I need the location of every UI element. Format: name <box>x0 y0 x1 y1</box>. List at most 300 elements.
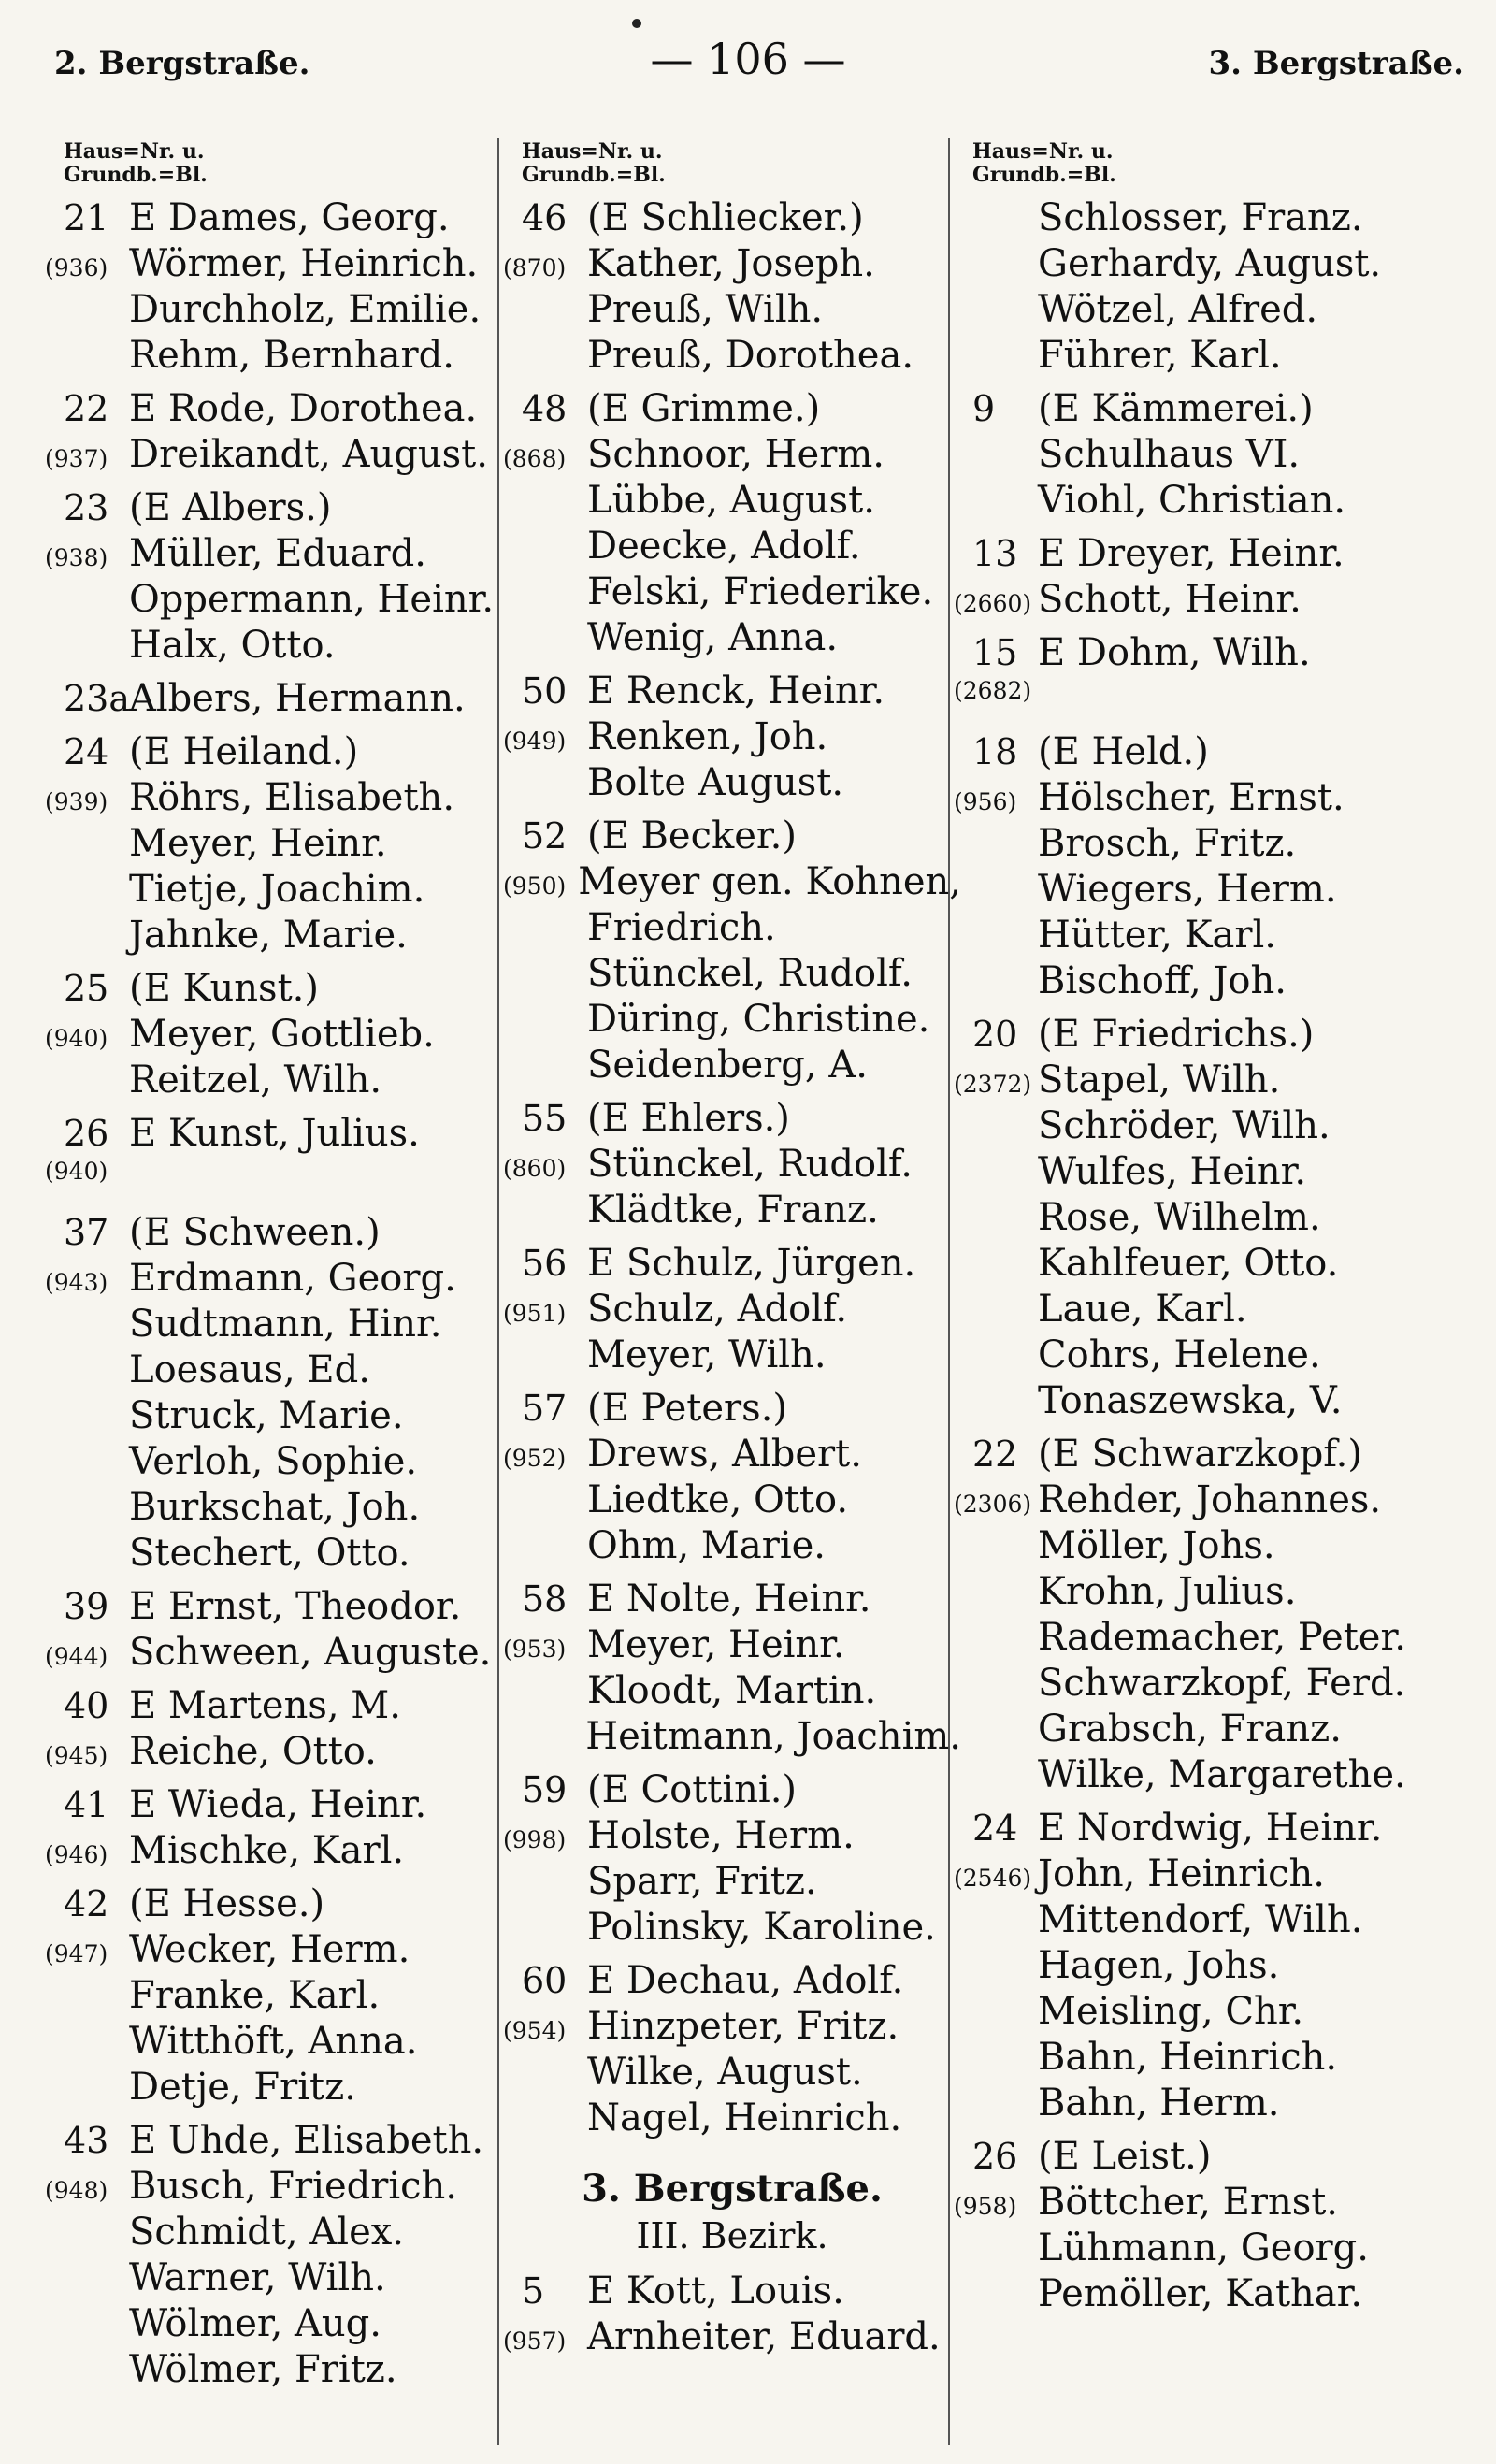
resident-name: Deecke, Adolf. <box>587 525 861 568</box>
house-entry <box>45 1585 512 1677</box>
entry-line <box>45 1585 512 1631</box>
resident-name: (E Schween.) <box>129 1211 381 1254</box>
house-entry <box>954 730 1440 1005</box>
resident-name: E Ernst, Theodor. <box>129 1585 462 1628</box>
house-number: 22 <box>972 1434 1018 1475</box>
resident-name: (E Held.) <box>1038 730 1209 773</box>
print-mark <box>632 19 641 28</box>
house-number: 46 <box>522 197 568 238</box>
house-number: 37 <box>64 1212 109 1253</box>
entry-line <box>954 1059 1440 1104</box>
resident-name: Holste, Herm. <box>587 1814 855 1857</box>
house-entry <box>45 1112 512 1203</box>
house-number: 15 <box>972 632 1018 673</box>
entry-line <box>503 670 961 715</box>
resident-name: Jahnke, Marie. <box>129 914 408 957</box>
entry-line <box>45 624 512 670</box>
resident-name: Kahlfeuer, Otto. <box>1038 1242 1339 1285</box>
entry-line <box>503 952 961 998</box>
resident-name: E Nolte, Heinr. <box>587 1578 871 1621</box>
house-entry <box>503 1387 961 1570</box>
entry-line <box>954 2036 1440 2082</box>
page-number: — 106 — <box>650 34 846 84</box>
entry-line <box>954 1478 1440 1524</box>
entry-line <box>503 1478 961 1524</box>
house-number: 40 <box>64 1685 109 1726</box>
entry-line <box>45 1059 512 1104</box>
entry-line <box>503 387 961 433</box>
grundbuch-number: (2682) <box>954 677 1032 704</box>
resident-name: Rehm, Bernhard. <box>129 334 454 377</box>
resident-name: Nagel, Heinrich. <box>587 2097 902 2140</box>
resident-name: Meyer, Gottlieb. <box>129 1013 435 1056</box>
entry-line <box>45 1974 512 2020</box>
resident-name: Brosch, Fritz. <box>1038 822 1297 865</box>
entry-line <box>503 1669 961 1715</box>
entry-line <box>45 1013 512 1059</box>
house-entry <box>45 486 512 670</box>
grundbuch-number: (2660) <box>954 590 1032 617</box>
resident-name: Schwarzkopf, Ferd. <box>1038 1662 1406 1705</box>
house-number: 50 <box>522 670 568 712</box>
entry-line <box>45 1211 512 1257</box>
entry-line <box>954 730 1440 776</box>
entry-line <box>45 822 512 868</box>
house-number: 26 <box>64 1113 109 1154</box>
entry-line <box>503 1044 961 1089</box>
entry-line <box>503 288 961 334</box>
entry-line <box>45 1303 512 1348</box>
resident-name: Rademacher, Peter. <box>1038 1616 1406 1659</box>
resident-name: Wecker, Herm. <box>129 1928 410 1971</box>
entry-line <box>45 2066 512 2111</box>
house-number: 13 <box>972 533 1018 574</box>
resident-name: Pemöller, Kathar. <box>1038 2272 1363 2315</box>
entry-line <box>45 1928 512 1974</box>
grundbuch-number: (949) <box>503 728 567 755</box>
entry-line <box>45 1394 512 1440</box>
house-number: 22 <box>64 388 109 429</box>
entry-line <box>954 1990 1440 2036</box>
resident-name: Stünckel, Rudolf. <box>587 1143 913 1186</box>
resident-name: Wilke, Margarethe. <box>1038 1753 1406 1796</box>
entry-line <box>503 1433 961 1478</box>
resident-name: Rose, Wilhelm. <box>1038 1196 1321 1239</box>
resident-name: Burkschat, Joh. <box>129 1486 421 1529</box>
column-caption: Haus=Nr. u. Grundb.=Bl. <box>972 139 1116 187</box>
section-title: 3. Bergstraße. <box>582 2167 883 2211</box>
house-number: 57 <box>522 1388 568 1429</box>
resident-name: Hölscher, Ernst. <box>1038 776 1345 819</box>
resident-name: (E Heiland.) <box>129 730 359 773</box>
house-entry <box>503 196 961 380</box>
resident-name: Lühmann, Georg. <box>1038 2226 1369 2269</box>
resident-name: Viohl, Christian. <box>1038 479 1346 522</box>
house-entry <box>503 1578 961 1761</box>
entry-line <box>503 433 961 479</box>
resident-name: Dreikandt, August. <box>129 433 488 476</box>
resident-name: Meyer gen. Kohnen, <box>578 860 961 903</box>
entry-line <box>45 433 512 479</box>
house-number: 56 <box>522 1243 568 1284</box>
house-entry <box>503 1959 961 2142</box>
resident-name: Schween, Auguste. <box>129 1631 492 1674</box>
entry-line <box>503 1959 961 2005</box>
entry-line <box>45 776 512 822</box>
entry-line <box>45 1532 512 1578</box>
resident-name: Reitzel, Wilh. <box>129 1059 382 1102</box>
resident-name: Verloh, Sophie. <box>129 1440 418 1483</box>
house-entry <box>954 532 1440 624</box>
grundbuch-number: (953) <box>503 1635 567 1663</box>
column-caption: Haus=Nr. u. Grundb.=Bl. <box>64 139 208 187</box>
grundbuch-number: (950) <box>503 872 567 900</box>
resident-name: Mischke, Karl. <box>129 1829 405 1872</box>
entry-line <box>45 334 512 380</box>
entry-line <box>45 730 512 776</box>
house-number: 26 <box>972 2136 1018 2177</box>
resident-name: Böttcher, Ernst. <box>1038 2181 1339 2224</box>
entry-line <box>45 578 512 624</box>
house-number: 24 <box>64 731 109 772</box>
house-number: 43 <box>64 2120 109 2161</box>
entry-line <box>45 967 512 1013</box>
entry-line <box>503 1768 961 1814</box>
resident-name: Schulhaus VI. <box>1038 433 1301 476</box>
entry-line <box>503 1242 961 1288</box>
entry-line <box>954 1524 1440 1570</box>
grundbuch-number: (956) <box>954 788 1017 815</box>
grundbuch-number: (951) <box>503 1300 567 1327</box>
entry-line <box>503 1524 961 1570</box>
resident-name: Franke, Karl. <box>129 1974 381 2017</box>
resident-name: Liedtke, Otto. <box>587 1478 849 1521</box>
house-entry <box>45 196 512 380</box>
resident-name: Seidenberg, A. <box>587 1044 868 1087</box>
resident-name: Wölmer, Fritz. <box>129 2348 397 2391</box>
resident-name: Schnoor, Herm. <box>587 433 885 476</box>
grundbuch-number: (938) <box>45 544 108 571</box>
entry-line <box>503 906 961 952</box>
entry-line <box>45 868 512 914</box>
entry-line <box>954 578 1440 624</box>
entry-line <box>503 814 961 860</box>
entry-line <box>45 196 512 242</box>
house-entry <box>45 1783 512 1875</box>
resident-name: Rehder, Johannes. <box>1038 1478 1382 1521</box>
entry-line <box>954 1104 1440 1150</box>
resident-name: Möller, Johs. <box>1038 1524 1275 1567</box>
house-number: 58 <box>522 1578 568 1620</box>
column-3 <box>954 137 1440 2326</box>
resident-name: Wenig, Anna. <box>587 616 839 659</box>
resident-name: E Renck, Heinr. <box>587 670 885 713</box>
resident-name: Drews, Albert. <box>587 1433 862 1476</box>
resident-name: Wulfes, Heinr. <box>1038 1150 1307 1193</box>
house-entry <box>45 1882 512 2111</box>
entry-line <box>954 1570 1440 1616</box>
entry-line <box>954 433 1440 479</box>
resident-name: Sudtmann, Hinr. <box>129 1303 442 1346</box>
resident-name: Tietje, Joachim. <box>129 868 425 911</box>
entry-line <box>45 288 512 334</box>
house-number: 42 <box>64 1883 109 1924</box>
resident-name: (E Schliecker.) <box>587 196 864 239</box>
grundbuch-number: (940) <box>45 1158 108 1185</box>
entry-line <box>45 2020 512 2066</box>
resident-name: Wiegers, Herm. <box>1038 868 1337 911</box>
entry-line <box>503 2051 961 2097</box>
entry-line <box>45 1829 512 1875</box>
house-entry <box>503 387 961 662</box>
resident-name: E Nordwig, Heinr. <box>1038 1807 1383 1850</box>
entry-line <box>45 1684 512 1730</box>
entry-line <box>954 1333 1440 1379</box>
entry-line <box>954 2272 1440 2318</box>
resident-name: Warner, Wilh. <box>129 2256 386 2299</box>
resident-name: Preuß, Wilh. <box>587 288 824 331</box>
house-entry <box>954 631 1440 723</box>
grundbuch-number: (2306) <box>954 1491 1032 1518</box>
entry-line <box>954 1944 1440 1990</box>
entry-line <box>45 2348 512 2394</box>
entry-line <box>45 242 512 288</box>
entry-line <box>503 2269 961 2315</box>
resident-name: E Dames, Georg. <box>129 196 450 239</box>
grundbuch-number: (998) <box>503 1826 567 1853</box>
entry-line <box>954 1242 1440 1288</box>
resident-name: Klädtke, Franz. <box>587 1189 879 1232</box>
entry-line <box>954 479 1440 525</box>
resident-name: (E Kunst.) <box>129 967 319 1010</box>
entry-line <box>954 196 1440 242</box>
grundbuch-number: (957) <box>503 2327 567 2355</box>
resident-name: (E Hesse.) <box>129 1882 325 1925</box>
house-number: 23a <box>64 678 131 719</box>
entry-line <box>45 2165 512 2211</box>
house-number: 20 <box>972 1014 1018 1055</box>
resident-name: (E Grimme.) <box>587 387 821 430</box>
entry-line <box>503 1578 961 1623</box>
resident-name: E Schulz, Jürgen. <box>587 1242 916 1285</box>
resident-name: Hütter, Karl. <box>1038 914 1276 957</box>
entry-line <box>954 1288 1440 1333</box>
resident-name: Heitmann, Joachim. <box>585 1715 961 1758</box>
resident-name: E Wieda, Heinr. <box>129 1783 427 1826</box>
house-entry <box>45 2119 512 2394</box>
entry-line <box>954 1852 1440 1898</box>
resident-name: John, Heinrich. <box>1038 1852 1325 1895</box>
entry-line <box>954 334 1440 380</box>
house-entry <box>954 1807 1440 2127</box>
resident-name: Schulz, Adolf. <box>587 1288 848 1331</box>
entry-line <box>503 1623 961 1669</box>
entry-line <box>45 1783 512 1829</box>
house-entry <box>954 1013 1440 1425</box>
entry-line <box>503 196 961 242</box>
entry-line <box>954 1150 1440 1196</box>
entry-line <box>954 2181 1440 2226</box>
grundbuch-number: (868) <box>503 445 567 472</box>
resident-name: Schlosser, Franz. <box>1038 196 1363 239</box>
house-entry <box>503 1768 961 1952</box>
grundbuch-number: (937) <box>45 445 108 472</box>
house-entry <box>45 730 512 959</box>
resident-name: Halx, Otto. <box>129 624 336 667</box>
entry-line <box>45 2211 512 2256</box>
entry-line <box>954 288 1440 334</box>
resident-name: Meyer, Heinr. <box>587 1623 845 1666</box>
house-entry <box>503 670 961 807</box>
entry-line <box>954 1013 1440 1059</box>
house-number: 25 <box>64 968 109 1009</box>
entry-line <box>45 2119 512 2165</box>
resident-name: E Uhde, Elisabeth. <box>129 2119 484 2162</box>
resident-name: Stechert, Otto. <box>129 1532 410 1575</box>
entry-line <box>954 822 1440 868</box>
resident-name: Arnheiter, Eduard. <box>587 2315 941 2358</box>
resident-name: Meisling, Chr. <box>1038 1990 1304 2033</box>
resident-name: Struck, Marie. <box>129 1394 404 1437</box>
entry-line <box>45 1730 512 1776</box>
resident-name: Meyer, Heinr. <box>129 822 387 865</box>
resident-name: Durchholz, Emilie. <box>129 288 482 331</box>
resident-name: E Dohm, Wilh. <box>1038 631 1311 674</box>
resident-name: E Dreyer, Heinr. <box>1038 532 1345 575</box>
resident-name: Wötzel, Alfred. <box>1038 288 1318 331</box>
resident-name: Loesaus, Ed. <box>129 1348 370 1391</box>
entry-line <box>503 715 961 761</box>
entry-line <box>503 761 961 807</box>
grundbuch-number: (870) <box>503 254 567 281</box>
house-entry <box>503 1242 961 1379</box>
house-entry <box>503 814 961 1089</box>
entry-line <box>503 2315 961 2361</box>
house-number: 60 <box>522 1960 568 2001</box>
entry-line <box>954 1898 1440 1944</box>
grundbuch-number: (958) <box>954 2193 1017 2220</box>
resident-name: Stapel, Wilh. <box>1038 1059 1281 1102</box>
entry-line <box>954 1807 1440 1852</box>
grundbuch-number: (948) <box>45 2177 108 2204</box>
entry-line <box>954 1616 1440 1662</box>
entry-line <box>954 1196 1440 1242</box>
entry-line <box>503 242 961 288</box>
house-number: 52 <box>522 815 568 857</box>
entry-line <box>954 914 1440 959</box>
resident-name: E Rode, Dorothea. <box>129 387 478 430</box>
entry-line <box>954 1662 1440 1708</box>
resident-name: Witthöft, Anna. <box>129 2020 418 2063</box>
resident-name: Albers, Hermann. <box>129 677 466 720</box>
resident-name: Schmidt, Alex. <box>129 2211 405 2254</box>
section-district: III. Bezirk. <box>636 2215 828 2256</box>
resident-name: E Martens, M. <box>129 1684 401 1727</box>
house-entry <box>954 196 1440 380</box>
resident-name: Wilke, August. <box>587 2051 863 2094</box>
entry-line <box>503 1143 961 1189</box>
house-number: 9 <box>972 388 996 429</box>
entry-line <box>503 570 961 616</box>
resident-name: Renken, Joh. <box>587 715 828 758</box>
resident-name: Schröder, Wilh. <box>1038 1104 1331 1147</box>
house-entry <box>45 1211 512 1578</box>
resident-name: (E Leist.) <box>1038 2135 1212 2178</box>
entry-line <box>954 959 1440 1005</box>
entry-line <box>954 2135 1440 2181</box>
entry-line <box>45 387 512 433</box>
entry-line <box>45 1348 512 1394</box>
resident-name: Busch, Friedrich. <box>129 2165 458 2208</box>
resident-name: Krohn, Julius. <box>1038 1570 1297 1613</box>
entry-line <box>45 1112 512 1158</box>
entry-line <box>503 2005 961 2051</box>
house-entry <box>954 2135 1440 2318</box>
resident-name: Düring, Christine. <box>587 998 930 1041</box>
resident-name: Stünckel, Rudolf. <box>587 952 913 995</box>
entry-line <box>45 1440 512 1486</box>
resident-name: Röhrs, Elisabeth. <box>129 776 455 819</box>
resident-name: E Kott, Louis. <box>587 2269 844 2313</box>
house-number: 5 <box>522 2270 545 2312</box>
resident-name: Laue, Karl. <box>1038 1288 1247 1331</box>
entry-line <box>503 1333 961 1379</box>
house-number: 39 <box>64 1586 109 1627</box>
house-entry <box>954 1433 1440 1799</box>
column-caption: Haus=Nr. u. Grundb.=Bl. <box>522 139 666 187</box>
house-entry <box>45 677 512 723</box>
resident-name: (E Cottini.) <box>587 1768 798 1811</box>
grundbuch-number: (939) <box>45 788 108 815</box>
resident-name: Führer, Karl. <box>1038 334 1282 377</box>
entry-line <box>954 776 1440 822</box>
resident-name: Erdmann, Georg. <box>129 1257 456 1300</box>
resident-name: Müller, Eduard. <box>129 532 426 575</box>
grundbuch-number: (943) <box>45 1269 108 1296</box>
resident-name: (E Becker.) <box>587 814 797 857</box>
section-heading <box>503 2167 961 2264</box>
resident-name: Bolte August. <box>587 761 844 804</box>
house-number: 55 <box>522 1098 568 1139</box>
entry-line <box>45 2302 512 2348</box>
resident-name: Wölmer, Aug. <box>129 2302 381 2345</box>
house-number: 59 <box>522 1769 568 1810</box>
grundbuch-number: (944) <box>45 1643 108 1670</box>
house-entry <box>503 2269 961 2361</box>
house-entry <box>954 387 1440 525</box>
resident-name: Polinsky, Karoline. <box>587 1906 936 1949</box>
house-number: 21 <box>64 197 109 238</box>
resident-name: Friedrich. <box>587 906 776 949</box>
entry-line <box>45 1882 512 1928</box>
entry-line <box>954 1433 1440 1478</box>
resident-name: Mittendorf, Wilh. <box>1038 1898 1363 1941</box>
house-number: 41 <box>64 1784 109 1825</box>
grundbuch-number: (2372) <box>954 1071 1032 1098</box>
resident-name: Preuß, Dorothea. <box>587 334 914 377</box>
entry-line <box>45 486 512 532</box>
column-1 <box>45 137 512 2401</box>
resident-name: (E Albers.) <box>129 486 332 529</box>
entry-line <box>45 2256 512 2302</box>
entry-line <box>954 242 1440 288</box>
house-number: 18 <box>972 731 1018 772</box>
grundbuch-number: (947) <box>45 1940 108 1967</box>
entry-line <box>503 1288 961 1333</box>
entry-line <box>503 1097 961 1143</box>
resident-name: Wörmer, Heinrich. <box>129 242 479 285</box>
entry-line <box>954 387 1440 433</box>
